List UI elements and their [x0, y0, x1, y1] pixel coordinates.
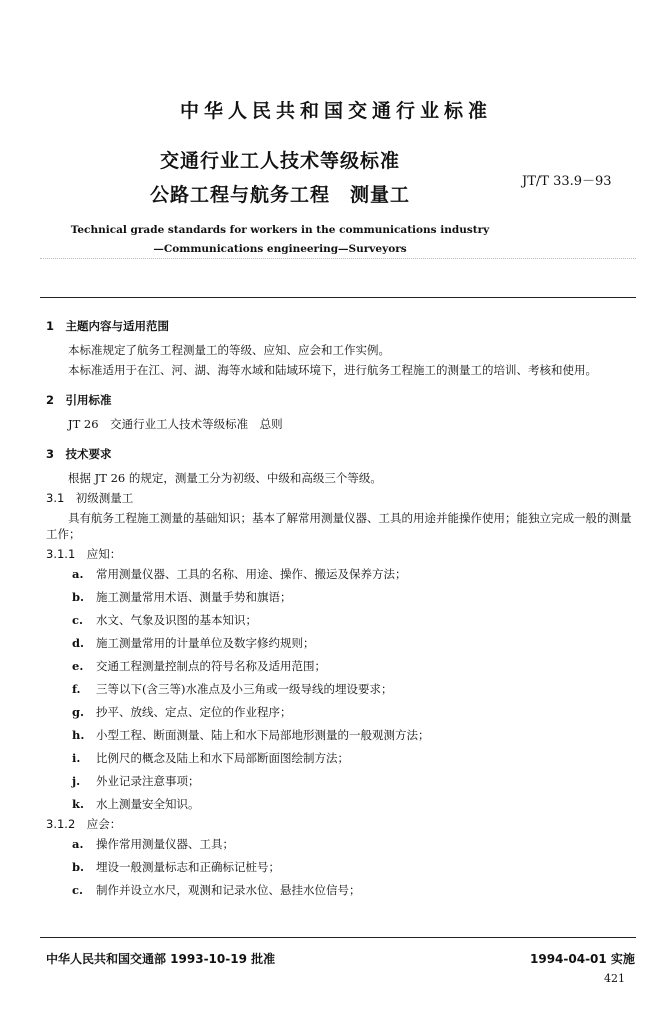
- section-3-intro: 根据 JT 26 的规定，测量工分为初级、中级和高级三个等级。: [68, 471, 382, 485]
- section-2-heading: 2 引用标准: [46, 393, 112, 407]
- list-item: h. 小型工程、断面测量、陆上和水下局部地形测量的一般观测方法；: [72, 728, 430, 742]
- english-title-line1: Technical grade standards for workers in the communications industry: [70, 224, 490, 236]
- section-3-1-heading: 3.1 初级测量工: [46, 491, 134, 505]
- list-item: f. 三等以下(含三等)水准点及小三角或一级导线的埋设要求；: [72, 682, 393, 696]
- list-item: j. 外业记录注意事项；: [72, 774, 200, 788]
- section-1-para-2: 本标准适用于在江、河、湖、海等水域和陆域环境下，进行航务工程施工的测量工的培训、考核和使用。: [68, 363, 597, 377]
- list-item: b. 施工测量常用术语、测量手势和旗语；: [72, 590, 292, 604]
- section-3-1-1-heading: 3.1.1 应知：: [46, 547, 122, 561]
- list-item: c. 制作并设立水尺，观测和记录水位、悬挂水位信号；: [72, 883, 361, 897]
- list-item: k. 水上测量安全知识。: [72, 797, 200, 811]
- standard-title-line2: 公路工程与航务工程 测量工: [149, 184, 410, 206]
- section-3-1-2-heading: 3.1.2 应会：: [46, 817, 122, 831]
- section-3-1-2-list: [46, 836, 638, 898]
- standard-code: JT/T 33.9－93: [522, 174, 612, 189]
- standard-title-line1: 交通行业工人技术等级标准: [159, 150, 400, 172]
- implementation-date: 1994-04-01 实施: [530, 952, 635, 966]
- section-3-1-text: 具有航务工程施工测量的基础知识；基本了解常用测量仪器、工具的用途并能操作使用；能独立完成一般的测量工作；: [46, 511, 632, 541]
- list-item: b. 埋设一般测量标志和正确标记桩号；: [72, 860, 280, 874]
- list-item: d. 施工测量常用的计量单位及数字修约规则；: [72, 636, 315, 650]
- english-title-line2: —Communications engineering—Surveyors: [153, 243, 407, 255]
- page-number: 421: [604, 972, 625, 985]
- document-body: [46, 318, 638, 898]
- list-item: g. 抄平、放线、定点、定位的作业程序；: [72, 705, 292, 719]
- section-3-1-1-list: [46, 566, 638, 812]
- section-1-heading: 1 主题内容与适用范围: [46, 319, 170, 333]
- list-item: a. 操作常用测量仪器、工具；: [72, 837, 234, 851]
- section-2-reference: JT 26 交通行业工人技术等级标准 总则: [68, 417, 283, 431]
- top-rule: [40, 297, 636, 298]
- approval-date: 中华人民共和国交通部 1993-10-19 批准: [46, 952, 276, 966]
- dotted-divider: [40, 258, 636, 259]
- list-item: i. 比例尺的概念及陆上和水下局部断面图绘制方法；: [72, 751, 349, 765]
- header-title: 中华人民共和国交通行业标准: [179, 100, 492, 122]
- section-3-heading: 3 技术要求: [46, 447, 112, 461]
- section-1-para-1: 本标准规定了航务工程测量工的等级、应知、应会和工作实例。: [68, 343, 390, 357]
- list-item: c. 水文、气象及识图的基本知识；: [72, 613, 257, 627]
- list-item: a. 常用测量仪器、工具的名称、用途、操作、搬运及保养方法；: [72, 567, 407, 581]
- list-item: e. 交通工程测量控制点的符号名称及适用范围；: [72, 659, 326, 673]
- bottom-rule: [40, 937, 636, 938]
